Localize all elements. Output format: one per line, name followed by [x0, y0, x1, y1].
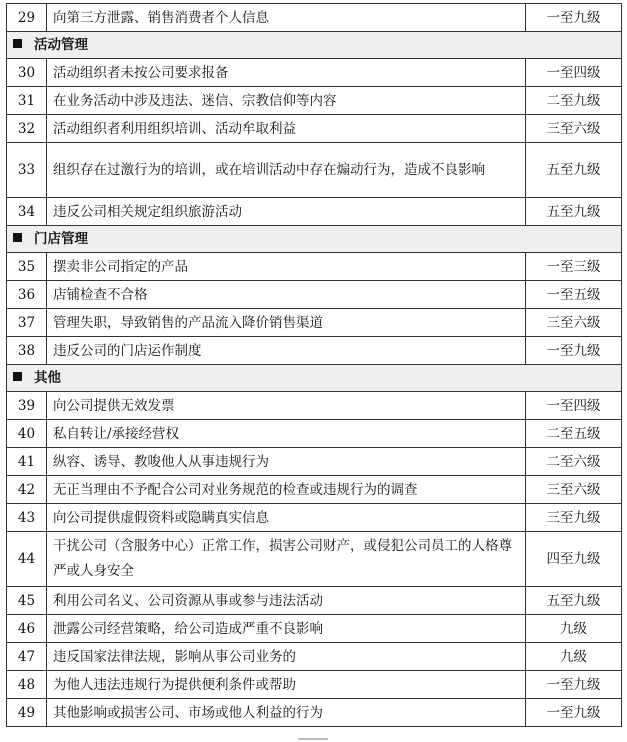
item-description: 向第三方泄露、销售消费者个人信息	[47, 4, 526, 32]
item-number: 42	[7, 476, 47, 504]
table-row	[7, 587, 622, 615]
item-level: 一至三级	[526, 253, 622, 281]
section-header	[7, 226, 622, 253]
item-level: 五至九级	[526, 143, 622, 198]
table-row	[7, 87, 622, 115]
table-row	[7, 476, 622, 504]
item-description: 为他人违法违规行为提供便利条件或帮助	[47, 671, 526, 699]
item-description: 利用公司名义、公司资源从事或参与违法活动	[47, 587, 526, 615]
item-level: 二至九级	[526, 87, 622, 115]
item-number: 36	[7, 281, 47, 309]
table-row	[7, 4, 622, 32]
item-level: 五至九级	[526, 587, 622, 615]
item-description: 在业务活动中涉及违法、迷信、宗教信仰等内容	[47, 87, 526, 115]
page-footer-mark	[298, 738, 328, 740]
item-description: 私自转让/承接经营权	[47, 420, 526, 448]
table-row	[7, 337, 622, 365]
item-description: 组织存在过激行为的培训，或在培训活动中存在煽动行为，造成不良影响	[47, 143, 526, 198]
table-row	[7, 143, 622, 198]
item-number: 39	[7, 392, 47, 420]
section-header-row	[7, 365, 622, 392]
item-number: 40	[7, 420, 47, 448]
item-number: 43	[7, 504, 47, 532]
item-number: 38	[7, 337, 47, 365]
item-number: 34	[7, 198, 47, 226]
section-title: 活动管理	[34, 37, 88, 53]
item-level: 三至九级	[526, 504, 622, 532]
table-row	[7, 448, 622, 476]
item-description: 向公司提供虚假资料或隐瞒真实信息	[47, 504, 526, 532]
item-level: 一至九级	[526, 4, 622, 32]
item-description: 干扰公司（含服务中心）正常工作，损害公司财产，或侵犯公司员工的人格尊严或人身安全	[47, 532, 526, 587]
table-row	[7, 115, 622, 143]
table-row	[7, 699, 622, 727]
item-level: 一至四级	[526, 59, 622, 87]
penalty-table-body	[7, 4, 622, 727]
item-number: 45	[7, 587, 47, 615]
item-number: 49	[7, 699, 47, 727]
section-header	[7, 32, 622, 59]
table-row	[7, 532, 622, 587]
table-row	[7, 643, 622, 671]
item-level: 一至四级	[526, 392, 622, 420]
penalty-table	[6, 3, 622, 727]
item-number: 32	[7, 115, 47, 143]
item-level: 三至六级	[526, 476, 622, 504]
item-level: 三至六级	[526, 309, 622, 337]
item-description: 其他影响或损害公司、市场或他人利益的行为	[47, 699, 526, 727]
item-number: 33	[7, 143, 47, 198]
table-row	[7, 281, 622, 309]
table-row	[7, 309, 622, 337]
item-level: 二至五级	[526, 420, 622, 448]
square-bullet-icon	[13, 39, 22, 48]
table-row	[7, 615, 622, 643]
section-title: 其他	[34, 370, 61, 386]
item-number: 30	[7, 59, 47, 87]
table-row	[7, 504, 622, 532]
section-title: 门店管理	[34, 231, 88, 247]
item-number: 31	[7, 87, 47, 115]
item-number: 41	[7, 448, 47, 476]
item-description: 违反公司的门店运作制度	[47, 337, 526, 365]
item-level: 五至九级	[526, 198, 622, 226]
item-description: 活动组织者利用组织培训、活动牟取利益	[47, 115, 526, 143]
item-level: 一至五级	[526, 281, 622, 309]
item-number: 29	[7, 4, 47, 32]
table-row	[7, 671, 622, 699]
item-number: 47	[7, 643, 47, 671]
item-level: 九级	[526, 615, 622, 643]
item-number: 35	[7, 253, 47, 281]
item-number: 44	[7, 532, 47, 587]
item-level: 三至六级	[526, 115, 622, 143]
item-number: 46	[7, 615, 47, 643]
item-description: 向公司提供无效发票	[47, 392, 526, 420]
table-row	[7, 253, 622, 281]
item-description: 违反公司相关规定组织旅游活动	[47, 198, 526, 226]
item-description: 违反国家法律法规，影响从事公司业务的	[47, 643, 526, 671]
item-number: 37	[7, 309, 47, 337]
item-number: 48	[7, 671, 47, 699]
table-row	[7, 59, 622, 87]
item-level: 一至九级	[526, 671, 622, 699]
square-bullet-icon	[13, 233, 22, 242]
section-header-row	[7, 226, 622, 253]
section-header-row	[7, 32, 622, 59]
item-description: 泄露公司经营策略，给公司造成严重不良影响	[47, 615, 526, 643]
table-row	[7, 420, 622, 448]
section-header	[7, 365, 622, 392]
item-level: 二至六级	[526, 448, 622, 476]
item-description: 纵容、诱导、教唆他人从事违规行为	[47, 448, 526, 476]
item-level: 一至九级	[526, 699, 622, 727]
item-description: 摆卖非公司指定的产品	[47, 253, 526, 281]
item-level: 四至九级	[526, 532, 622, 587]
item-description: 活动组织者未按公司要求报备	[47, 59, 526, 87]
item-description: 无正当理由不予配合公司对业务规范的检查或违规行为的调查	[47, 476, 526, 504]
table-row	[7, 392, 622, 420]
item-level: 一至九级	[526, 337, 622, 365]
item-description: 管理失职，导致销售的产品流入降价销售渠道	[47, 309, 526, 337]
item-description: 店铺检查不合格	[47, 281, 526, 309]
square-bullet-icon	[13, 372, 22, 381]
table-row	[7, 198, 622, 226]
item-level: 九级	[526, 643, 622, 671]
